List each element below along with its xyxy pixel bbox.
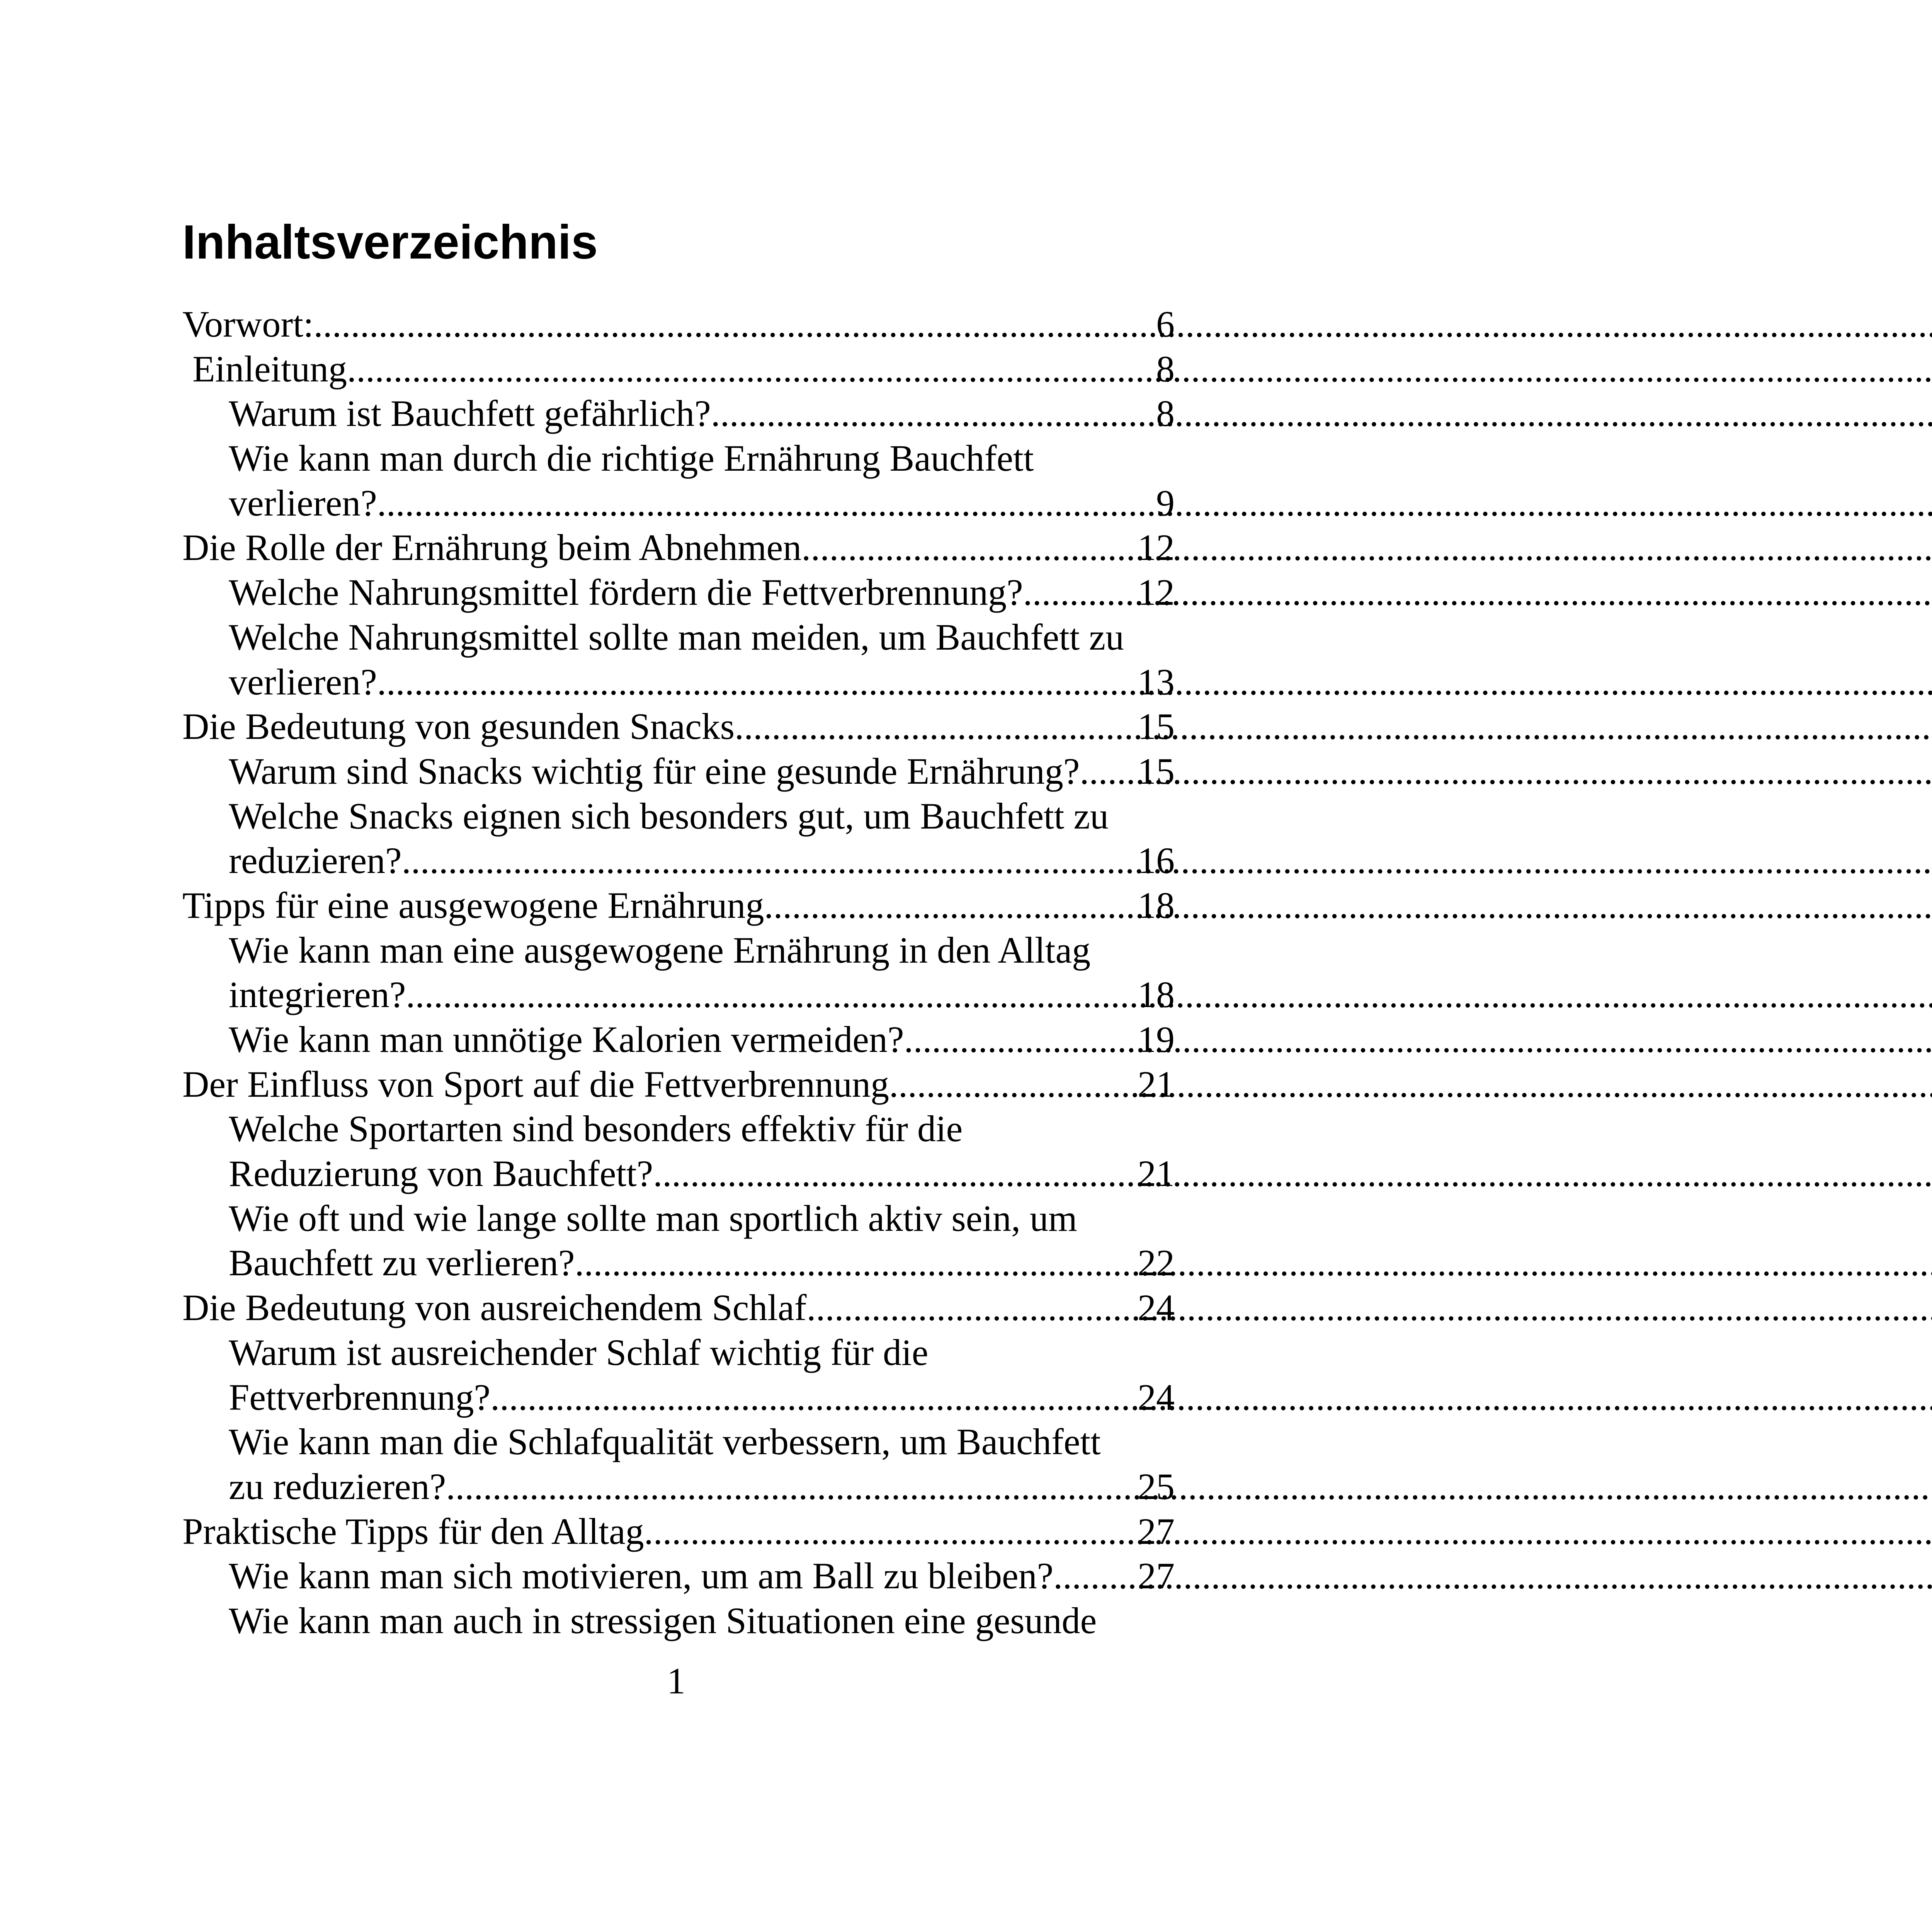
toc-entry-page: 21: [1138, 1153, 1175, 1195]
toc-entry: [182, 1151, 1175, 1196]
toc-entry-continued: [182, 1419, 1175, 1464]
toc-entry-continued: [182, 1598, 1175, 1643]
toc-entry-title: Wie kann man durch die richtige Ernährung Bauchfett: [229, 437, 1034, 479]
toc-entry-continued: [182, 1106, 1175, 1151]
toc-dot-leader: [904, 1017, 1138, 1062]
toc-entry-page: 12: [1138, 527, 1175, 568]
toc-entry: [182, 883, 1175, 928]
toc-entry: [182, 1509, 1175, 1554]
toc-entry-title: Wie kann man die Schlafqualität verbessern, um Bauchfett: [229, 1421, 1101, 1463]
toc-entry-continued: [182, 615, 1175, 660]
toc-entry-page: 24: [1138, 1287, 1175, 1329]
toc-entry-page: 18: [1138, 884, 1175, 926]
toc-entry-page: 6: [1156, 303, 1175, 345]
toc-entry: [182, 525, 1175, 570]
toc-entry-title: Praktische Tipps für den Alltag: [182, 1510, 644, 1552]
toc-entry-title: Einleitung: [192, 348, 347, 390]
toc-entry-title: Wie kann man auch in stressigen Situationen eine gesunde: [229, 1600, 1097, 1641]
toc-dot-leader: [406, 972, 1138, 1017]
toc-entry: [182, 1554, 1175, 1598]
toc-entry: [182, 1375, 1175, 1420]
toc-entry: [182, 838, 1175, 883]
toc-entry: [182, 749, 1175, 794]
toc-entry-page: 18: [1138, 974, 1175, 1016]
toc-dot-leader: [1053, 1554, 1138, 1598]
toc-entry-title: Bauchfett zu verlieren?: [229, 1242, 575, 1284]
toc-entry-continued: [182, 1196, 1175, 1241]
toc-entry-title: Welche Nahrungsmittel fördern die Fettverbrennung?: [229, 572, 1023, 613]
toc-entry: [182, 1017, 1175, 1062]
toc-entry: [182, 391, 1175, 436]
toc-entry-title: Warum sind Snacks wichtig für eine gesunde Ernährung?: [229, 750, 1080, 792]
toc-entry: [182, 660, 1175, 704]
toc-entry: [182, 570, 1175, 615]
toc-entry-title: Die Bedeutung von gesunden Snacks: [182, 706, 735, 747]
toc-dot-leader: [347, 347, 1156, 391]
toc-entry-title: Die Bedeutung von ausreichendem Schlaf: [182, 1287, 807, 1329]
toc-entry: [182, 704, 1175, 749]
page-number: 1: [667, 1660, 685, 1702]
toc-dot-leader: [1080, 749, 1138, 794]
toc-entry-title: Die Rolle der Ernährung beim Abnehmen: [182, 527, 802, 568]
toc-entry-page: 13: [1138, 661, 1175, 703]
page-title: Inhaltsverzeichnis: [182, 216, 598, 269]
toc-entry: [182, 302, 1175, 347]
toc-entry-title: integrieren?: [229, 974, 406, 1016]
toc-entry-title: Welche Sportarten sind besonders effektiv für die: [229, 1108, 963, 1150]
toc-dot-leader: [402, 838, 1138, 883]
toc-entry-title: Wie oft und wie lange sollte man sportlich aktiv sein, um: [229, 1197, 1077, 1239]
toc-dot-leader: [490, 1375, 1138, 1420]
toc-dot-leader: [807, 1285, 1138, 1330]
toc-entry: [182, 481, 1175, 526]
toc-dot-leader: [801, 525, 1138, 570]
toc-entry-page: 27: [1138, 1555, 1175, 1597]
toc-entry-page: 25: [1138, 1465, 1175, 1507]
toc-entry: [182, 1464, 1175, 1509]
toc-entry-title: Welche Snacks eignen sich besonders gut, um Bauchfett zu: [229, 795, 1109, 837]
toc-entry-title: verlieren?: [229, 661, 377, 703]
toc-entry: [182, 1062, 1175, 1107]
toc-dot-leader: [735, 704, 1138, 749]
toc-dot-leader: [653, 1151, 1138, 1196]
toc-dot-leader: [314, 302, 1156, 347]
toc-entry-page: 15: [1138, 706, 1175, 747]
toc-dot-leader: [889, 1062, 1138, 1107]
toc-entry-page: 19: [1138, 1019, 1175, 1060]
toc-entry-page: 12: [1138, 572, 1175, 613]
toc-entry-title: Wie kann man eine ausgewogene Ernährung in den Alltag: [229, 929, 1091, 971]
toc-dot-leader: [711, 391, 1156, 436]
toc-entry-page: 24: [1138, 1376, 1175, 1418]
toc-dot-leader: [446, 1464, 1138, 1509]
toc-dot-leader: [644, 1509, 1138, 1554]
toc-entry-page: 22: [1138, 1242, 1175, 1284]
toc-entry-page: 27: [1138, 1510, 1175, 1552]
toc-entry: [182, 972, 1175, 1017]
toc-entry-continued: [182, 794, 1175, 839]
toc-entry-page: 16: [1138, 840, 1175, 881]
toc-dot-leader: [1023, 570, 1138, 615]
toc-entry-page: 9: [1156, 482, 1175, 524]
toc-entry-page: 8: [1156, 348, 1175, 390]
toc-entry-page: 15: [1138, 750, 1175, 792]
toc-entry-title: Wie kann man sich motivieren, um am Ball zu bleiben?: [229, 1555, 1054, 1597]
toc-entry-page: 21: [1138, 1063, 1175, 1105]
toc-entry-title: Welche Nahrungsmittel sollte man meiden, um Bauchfett zu: [229, 616, 1124, 658]
toc-entry-title: Fettverbrennung?: [229, 1376, 491, 1418]
toc-entry-title: reduzieren?: [229, 840, 402, 881]
toc-entry-title: Der Einfluss von Sport auf die Fettverbrennung: [182, 1063, 889, 1105]
toc-entry: [182, 1240, 1175, 1285]
toc-entry-title: Wie kann man unnötige Kalorien vermeiden?: [229, 1019, 904, 1060]
toc-entry-title: Tipps für eine ausgewogene Ernährung: [182, 884, 764, 926]
toc-dot-leader: [575, 1240, 1138, 1285]
toc-dot-leader: [377, 660, 1138, 704]
toc-entry-title: Reduzierung von Bauchfett?: [229, 1153, 653, 1195]
toc-entry-title: Warum ist ausreichender Schlaf wichtig für die: [229, 1331, 929, 1373]
toc-entry-title: Warum ist Bauchfett gefährlich?: [229, 393, 711, 434]
toc-entry-continued: [182, 436, 1175, 481]
toc-dot-leader: [377, 481, 1156, 526]
toc-entry-title: zu reduzieren?: [229, 1465, 446, 1507]
toc-entry-continued: [182, 1330, 1175, 1375]
toc-entry-continued: [182, 928, 1175, 973]
toc-dot-leader: [764, 883, 1138, 928]
toc-entry: [182, 347, 1175, 391]
toc-entry: [182, 1285, 1175, 1330]
toc-entry-title: verlieren?: [229, 482, 377, 524]
table-of-contents: [182, 302, 1175, 1643]
toc-entry-title: Vorwort:: [182, 303, 314, 345]
toc-entry-page: 8: [1156, 393, 1175, 434]
